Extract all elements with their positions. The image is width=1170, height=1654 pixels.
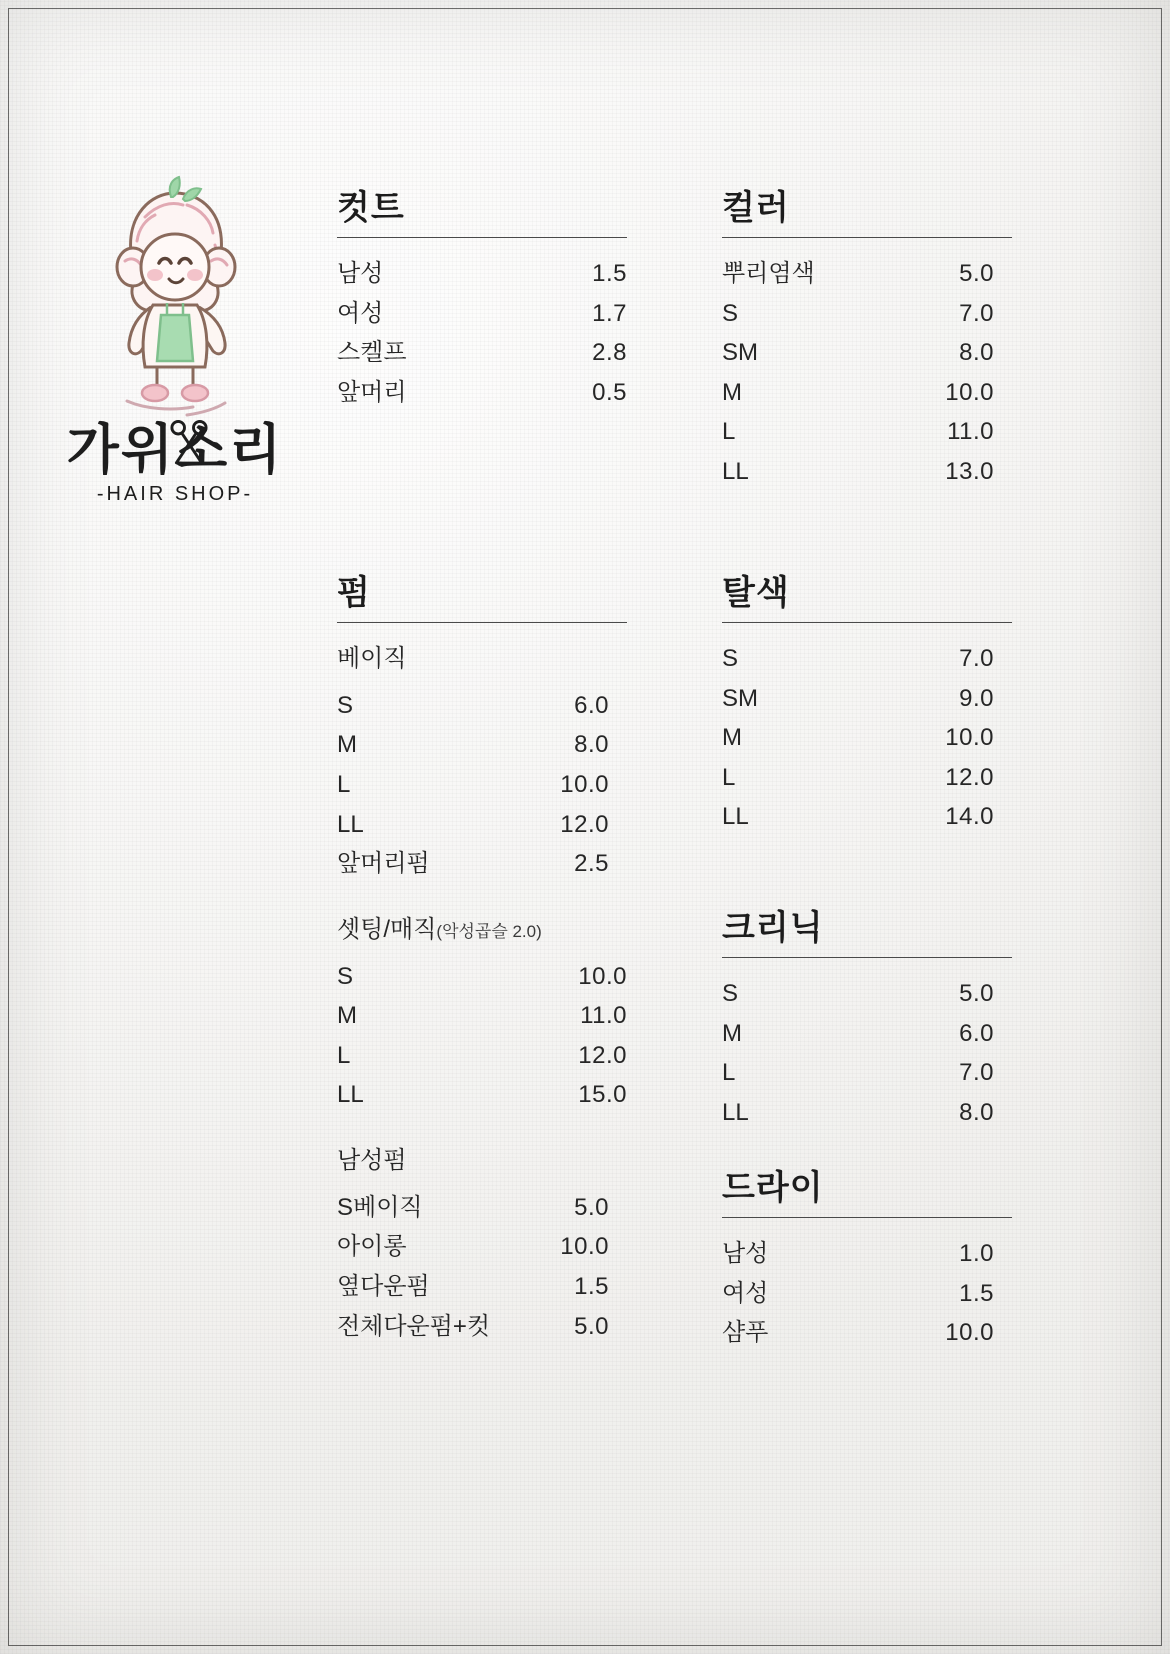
price-row [722,1313,1012,1353]
price-row [337,254,627,294]
price-row [337,373,627,413]
price-row [337,1227,627,1267]
item-price: 10.0 [945,378,994,406]
price-row [337,1188,627,1228]
brand-wordmark [55,422,295,506]
price-row [337,957,627,997]
item-price: 6.0 [574,691,609,719]
item-price: 8.0 [959,339,994,367]
menu-column-right-color [722,180,1012,492]
item-label: LL [337,1081,364,1109]
item-label: 옆다운펌 [337,1272,430,1300]
item-label: 뿌리염색 [722,260,815,287]
price-rows [722,639,1012,837]
price-row [722,679,1012,719]
item-price: 5.0 [959,260,994,287]
section-divider [337,622,627,623]
price-row [337,333,627,373]
brand-name: 가위소리 [66,420,284,480]
item-label: L [337,1041,351,1069]
group-heading: 남성펌 [337,1146,407,1174]
price-row [337,1307,627,1347]
section-divider [722,622,1012,623]
item-price: 10.0 [945,724,994,752]
price-row [722,718,1012,758]
group-heading-with-note [337,910,627,951]
menu-column-left-cut [337,180,627,412]
section-divider [337,237,627,238]
item-label: 여성 [722,1279,769,1307]
price-row [722,1234,1012,1274]
section-title: 펌 [337,574,371,612]
menu-column-right-dry [722,1160,1012,1353]
price-rows [722,1234,1012,1353]
price-row [337,805,627,845]
item-price: 11.0 [947,418,994,446]
group-heading: 베이직 [337,645,407,672]
price-row [337,765,627,805]
price-row [722,452,1012,492]
item-price: 11.0 [580,1002,627,1030]
group-note: (악성곱슬 2.0) [436,921,542,941]
price-rows [337,686,627,884]
section-divider [722,957,1012,958]
item-price: 12.0 [560,810,609,838]
price-rows [337,957,627,1115]
section-divider [722,237,1012,238]
price-rows [722,974,1012,1132]
price-row [722,1014,1012,1054]
item-price: 6.0 [959,1019,994,1047]
item-price: 10.0 [560,1233,609,1261]
item-price: 1.0 [959,1240,994,1267]
item-price: 1.5 [574,1272,609,1300]
price-row [722,1274,1012,1314]
item-label: L [722,763,736,791]
item-price: 8.0 [574,731,609,759]
item-label: L [722,418,736,446]
item-label: SM [722,684,758,712]
item-price: 14.0 [945,803,994,831]
price-row [722,974,1012,1014]
section-divider [722,1217,1012,1218]
menu-section-bleach [722,565,1012,837]
item-label: L [722,1059,736,1087]
item-price: 13.0 [945,457,994,485]
item-price: 12.0 [945,763,994,791]
price-row [722,1053,1012,1093]
item-label: 전체다운펌+컷 [337,1312,491,1340]
item-label: 앞머리펌 [337,850,430,878]
price-rows [337,1188,627,1346]
item-label: 아이롱 [337,1233,407,1261]
brand-subtitle: -HAIR SHOP- [96,482,254,505]
item-price: 7.0 [959,299,994,327]
price-rows [722,254,1012,492]
item-label: S [337,691,354,719]
item-price: 7.0 [959,645,994,672]
scissors-icon [162,416,216,470]
item-label: S베이직 [337,1193,423,1221]
item-price: 5.0 [959,980,994,1007]
menu-section-dry [722,1160,1012,1353]
price-row [722,254,1012,294]
item-label: M [722,1019,742,1047]
menu-section-cut [337,180,627,412]
price-row [722,1093,1012,1133]
brand-logo-block [55,175,295,506]
item-label: 여성 [337,299,384,327]
item-label: S [722,980,739,1007]
item-price: 10.0 [560,770,609,798]
item-label: L [337,770,351,798]
price-row [722,373,1012,413]
item-price: 2.5 [574,850,609,878]
price-row [337,1036,627,1076]
price-row [722,412,1012,452]
item-price: 15.0 [578,1081,627,1109]
item-label: M [337,1002,357,1030]
item-price: 5.0 [574,1312,609,1340]
item-label: 앞머리 [337,378,407,406]
item-price: 8.0 [959,1098,994,1126]
price-row [722,639,1012,679]
item-label: 남성 [722,1240,769,1267]
item-label: S [722,299,739,327]
item-price: 1.7 [592,299,627,327]
section-title: 크리닉 [722,909,824,947]
price-row [337,844,627,884]
item-price: 9.0 [959,684,994,712]
item-price: 12.0 [578,1041,627,1069]
item-price: 7.0 [959,1059,994,1087]
menu-section-clinic [722,900,1012,1132]
price-row [337,725,627,765]
price-row [337,1075,627,1115]
item-label: S [337,962,354,990]
price-row [722,758,1012,798]
item-label: 스켈프 [337,339,407,367]
menu-column-right-bleach [722,565,1012,837]
section-title: 탈색 [722,574,790,612]
item-label: LL [722,1098,749,1126]
price-row [722,797,1012,837]
item-label: SM [722,339,758,367]
item-label: LL [722,457,749,485]
item-price: 1.5 [592,260,627,287]
section-title: 컷트 [337,189,405,227]
item-price: 10.0 [578,962,627,990]
item-label: M [722,378,742,406]
item-label: S [722,645,739,672]
section-title: 컬러 [722,189,790,227]
item-label: M [337,731,357,759]
item-label: 남성 [337,260,384,287]
price-rows [337,254,627,412]
item-label: LL [722,803,749,831]
item-price: 10.0 [945,1319,994,1347]
group-heading: 셋팅/매직 [337,915,437,943]
item-price: 0.5 [592,378,627,406]
menu-column-left-perm [337,565,627,1346]
price-row [337,294,627,334]
item-price: 1.5 [959,1279,994,1307]
price-row [337,686,627,726]
item-price: 5.0 [574,1193,609,1221]
menu-section-color [722,180,1012,492]
item-label: 샴푸 [722,1319,769,1347]
item-label: LL [337,810,364,838]
price-row [722,333,1012,373]
section-title: 드라이 [722,1169,824,1207]
girl-with-scissors-illustration-icon [75,175,275,420]
price-row [337,1267,627,1307]
item-price: 2.8 [592,339,627,367]
menu-section-perm [337,565,627,1346]
price-row [722,294,1012,334]
price-row [337,996,627,1036]
item-label: M [722,724,742,752]
menu-column-right-clinic [722,900,1012,1132]
